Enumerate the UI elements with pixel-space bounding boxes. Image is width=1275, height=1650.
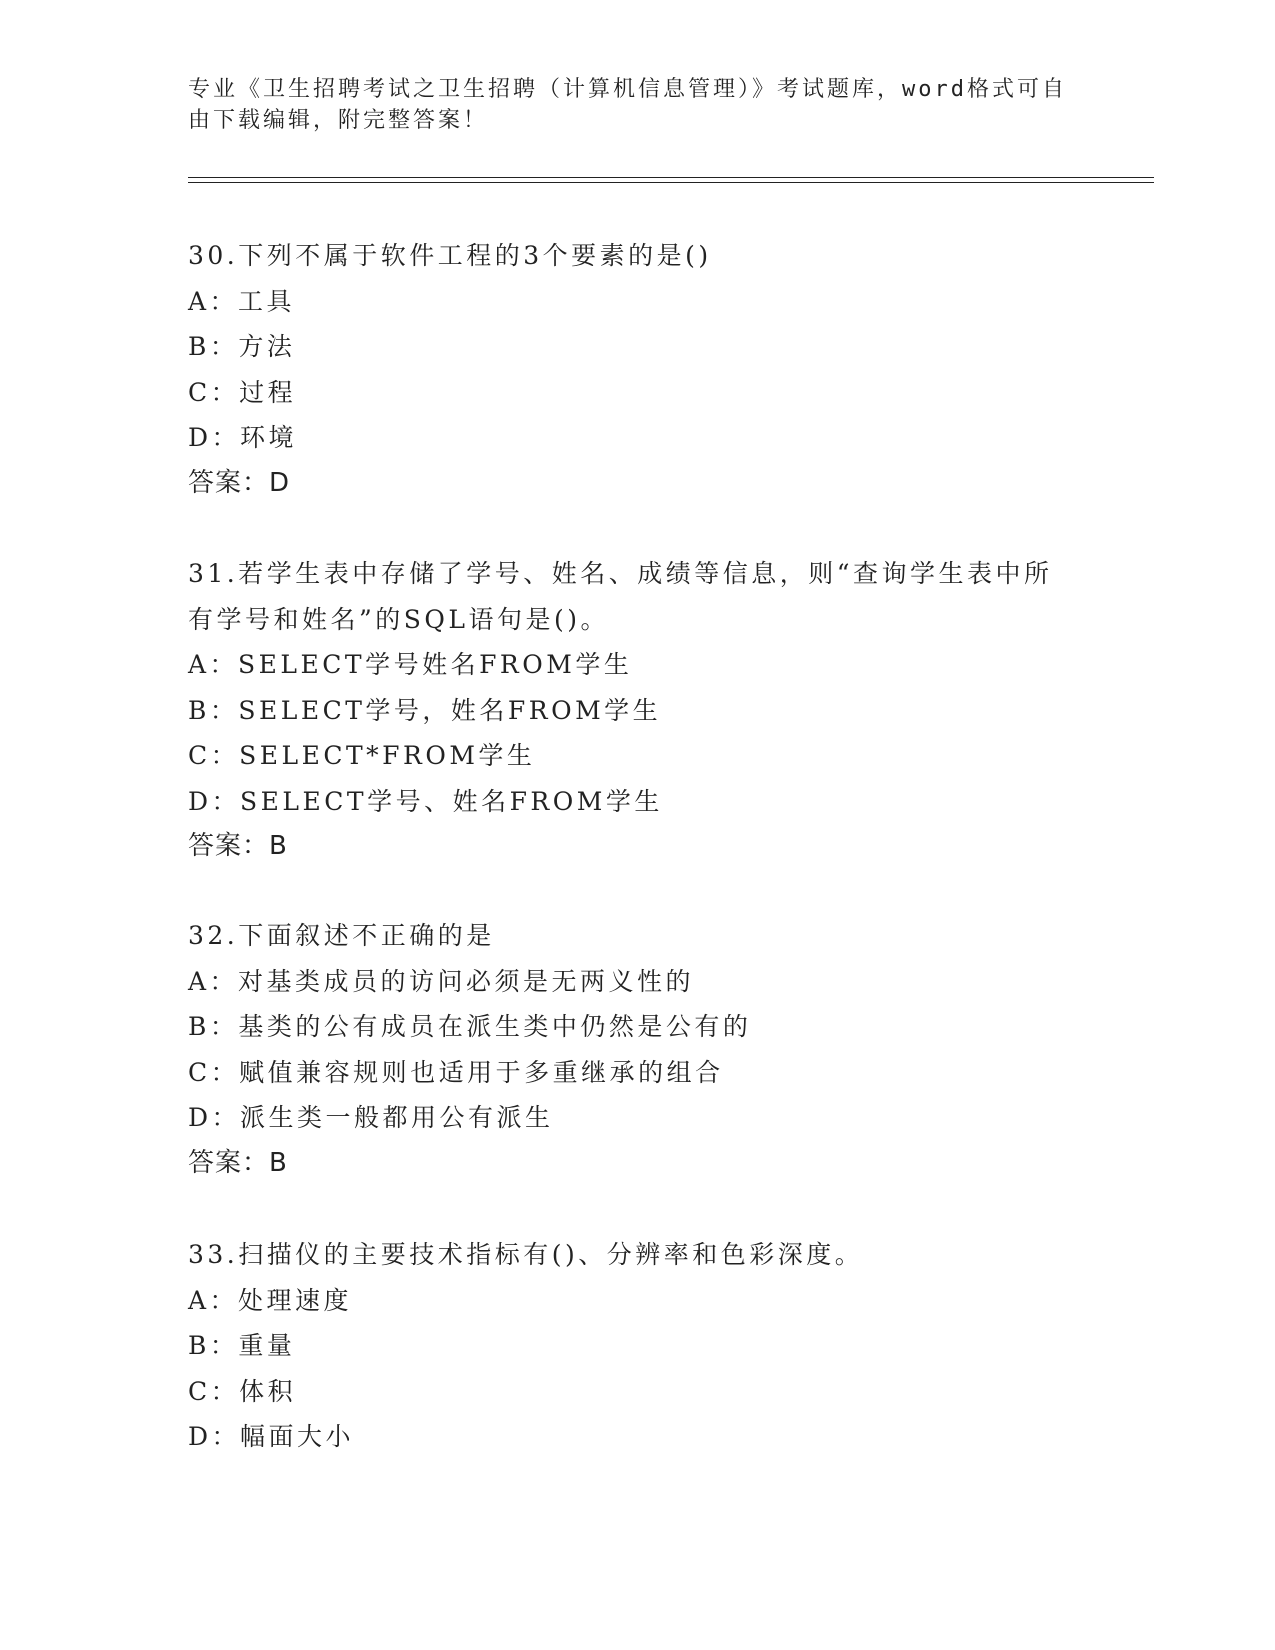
option-b: B：基类的公有成员在派生类中仍然是公有的 [188, 1012, 752, 1041]
question-stem: 30.下列不属于软件工程的3个要素的是() [188, 241, 712, 270]
option-c: C：SELECT*FROM学生 [188, 741, 536, 770]
question-31 [188, 551, 1088, 870]
option-d: D：SELECT学号、姓名FROM学生 [188, 786, 663, 816]
option-a: A：SELECT学号姓名FROM学生 [188, 650, 633, 679]
answer: 答案：B [188, 831, 288, 861]
option-b: B：重量 [188, 1331, 296, 1360]
option-b: B：方法 [188, 332, 296, 361]
option-d: D：派生类一般都用公有派生 [188, 1103, 554, 1132]
document-header: 专业《卫生招聘考试之卫生招聘（计算机信息管理）》考试题库，word格式可自由下载编辑，附完整答案！ [188, 77, 1067, 133]
option-c: C：体积 [188, 1376, 297, 1406]
question-stem: 33.扫描仪的主要技术指标有()、分辨率和色彩深度。 [188, 1240, 864, 1269]
option-a: A：工具 [188, 286, 296, 316]
option-a: A：处理速度 [188, 1285, 353, 1315]
question-33 [188, 1232, 1088, 1460]
option-b: B：SELECT学号，姓名FROM学生 [188, 695, 662, 725]
option-c: C：赋值兼容规则也适用于多重继承的组合 [188, 1057, 724, 1087]
answer: 答案：B [188, 1147, 288, 1178]
question-stem: 31.若学生表中存储了学号、姓名、成绩等信息，则“查询学生表中所有学号和姓名”的SQL语句是()。 [188, 559, 1053, 634]
option-c: C：过程 [188, 377, 297, 407]
option-d: D：环境 [188, 423, 298, 452]
question-stem: 32.下面叙述不正确的是 [188, 921, 495, 950]
header-divider-bottom [188, 182, 1154, 183]
option-a: A：对基类成员的访问必须是无两义性的 [188, 966, 695, 996]
question-30 [188, 233, 1088, 506]
question-32 [188, 913, 1088, 1186]
header-divider-top [188, 177, 1154, 178]
answer: 答案：D [188, 467, 291, 498]
option-d: D：幅面大小 [188, 1422, 355, 1451]
